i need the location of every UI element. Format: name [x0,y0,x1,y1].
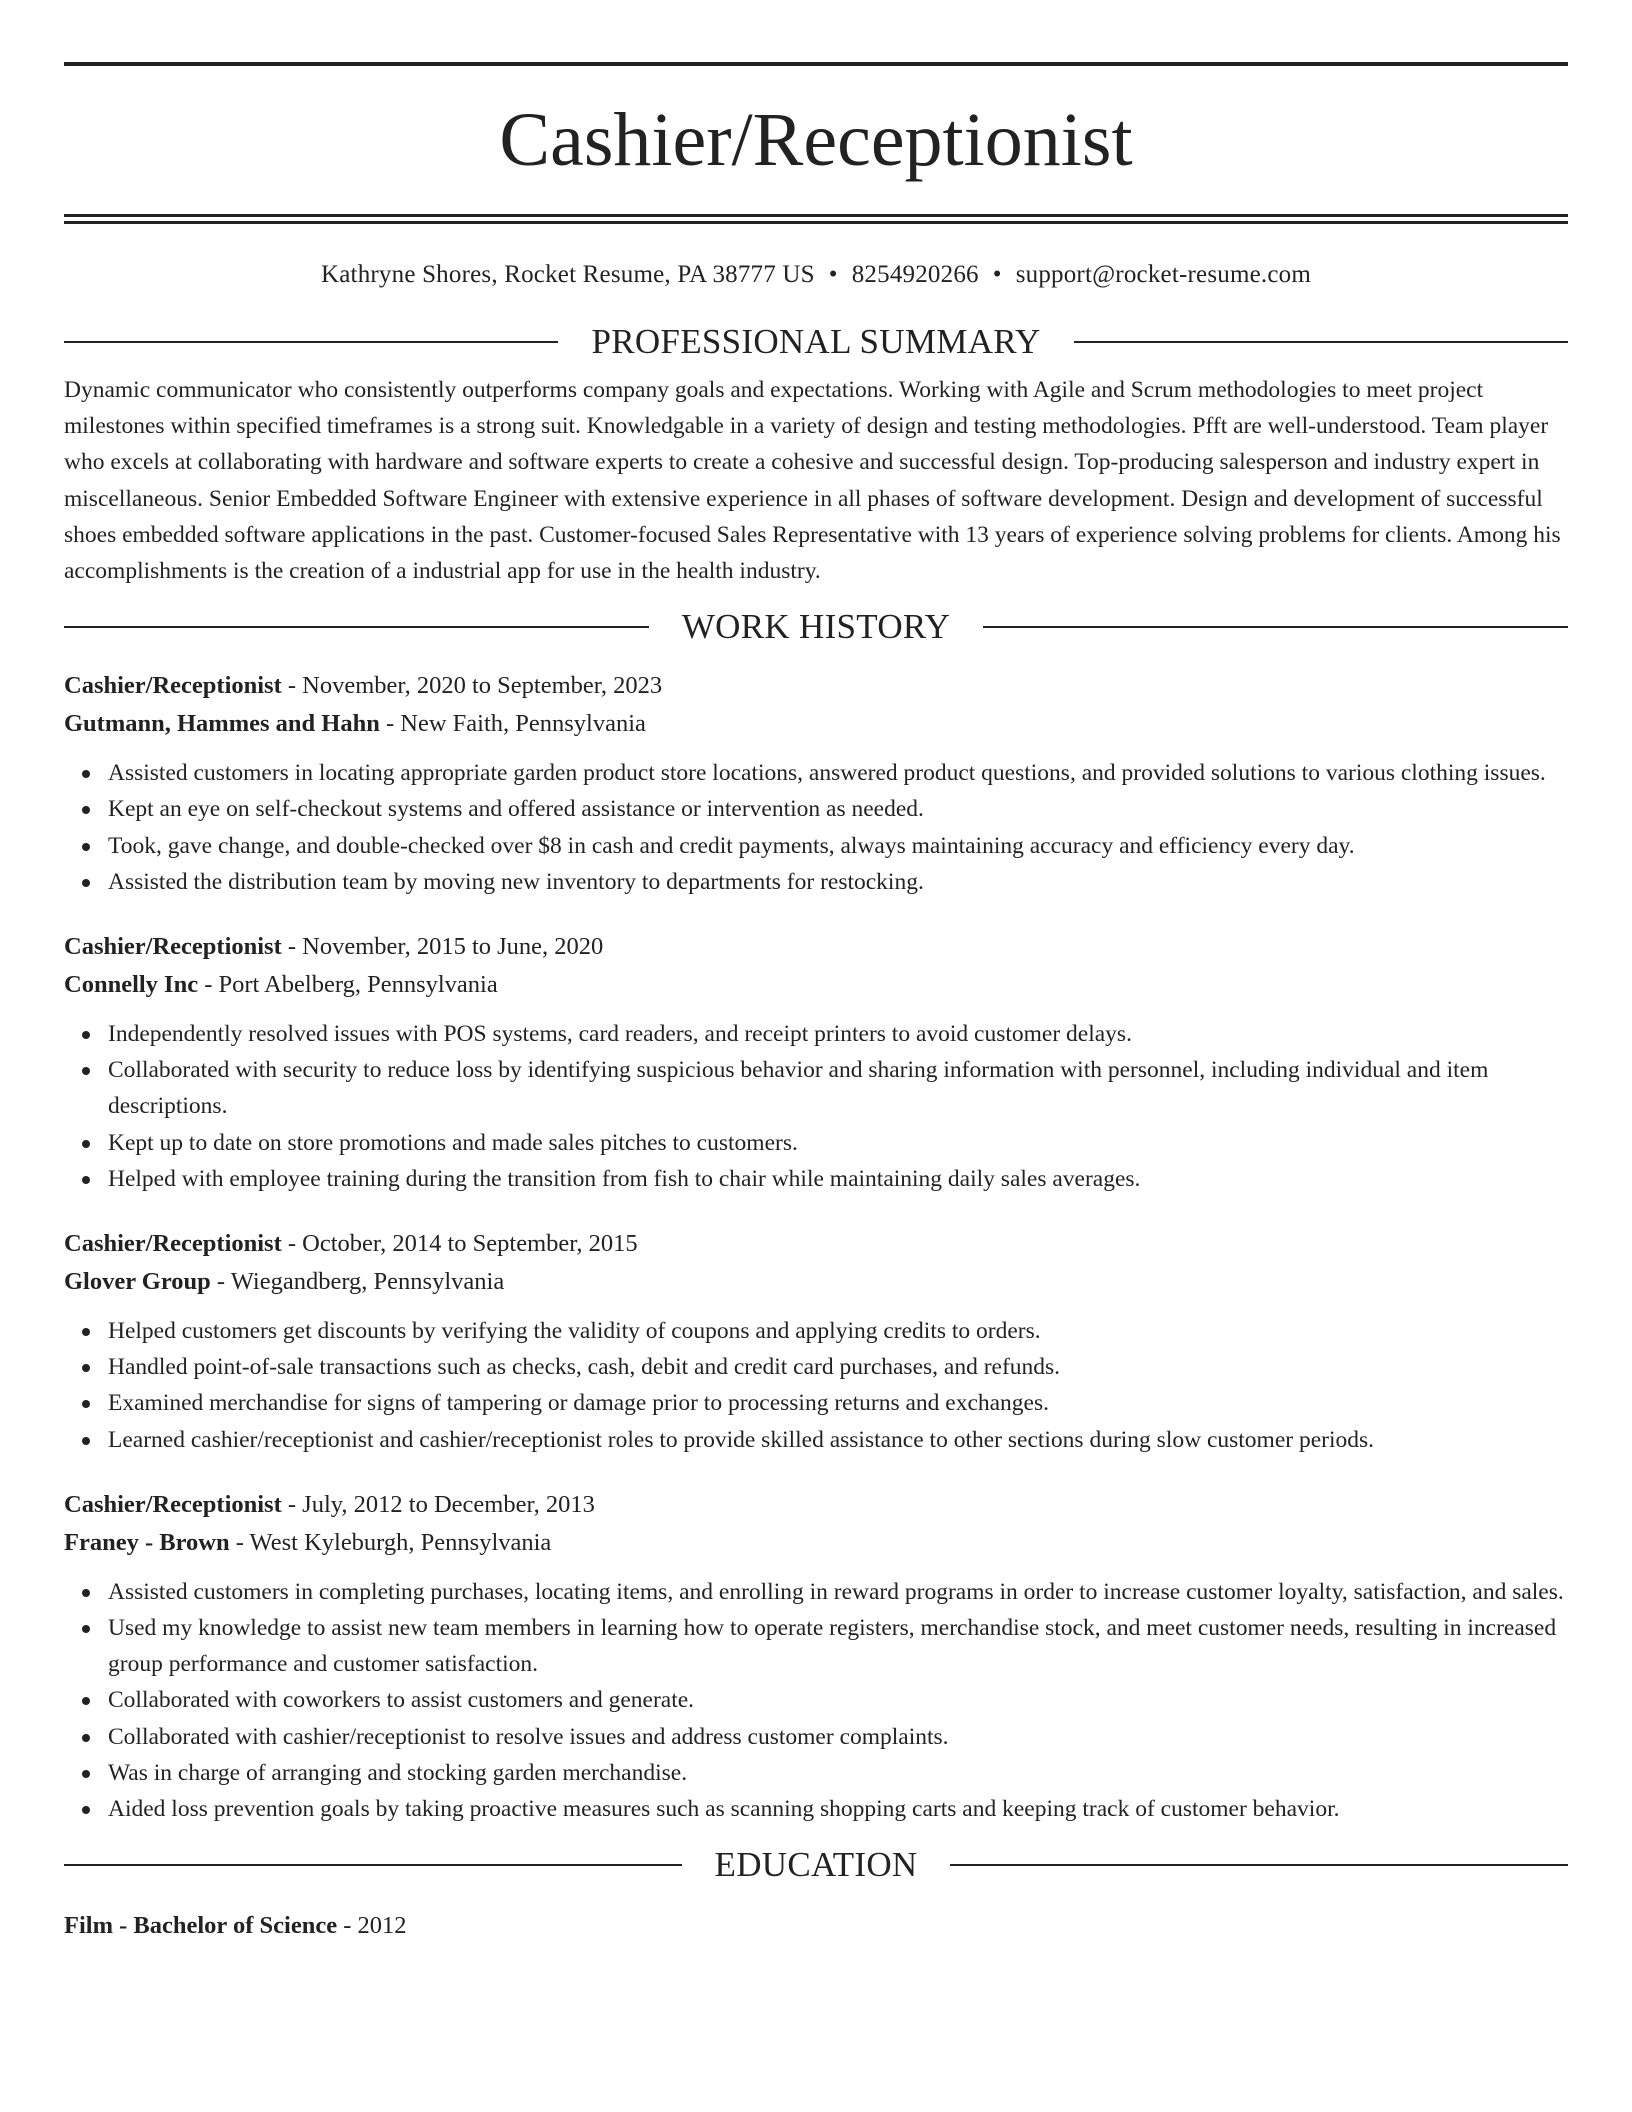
contact-line [64,260,1568,290]
job-location: - Port Abelberg, Pennsylvania [198,971,498,999]
job-bullet: Handled point-of-sale transactions such as checks, cash, debit and credit card purchases, and refunds. [108,1349,1568,1385]
section-title-education: EDUCATION [714,1845,918,1885]
job-company-line [64,966,1568,1004]
job-company-line [64,1263,1568,1301]
contact-email: support@rocket-resume.com [1015,261,1311,288]
job-bullet: Helped customers get discounts by verifying the validity of coupons and applying credits to orders. [108,1313,1568,1349]
job-bullet: Aided loss prevention goals by taking proactive measures such as scanning shopping carts and keeping track of customer behavior. [108,1791,1568,1827]
job-bullets [64,1313,1568,1458]
section-title-work-history: WORK HISTORY [681,607,951,647]
job-bullet: Took, gave change, and double-checked over $8 in cash and credit payments, always maintaining accuracy and efficiency every day. [108,828,1568,864]
job-dates: - July, 2012 to December, 2013 [281,1490,595,1518]
job-bullet: Examined merchandise for signs of tampering or damage prior to processing returns and exchanges. [108,1385,1568,1421]
job-bullet: Independently resolved issues with POS systems, card readers, and receipt printers to avoid customer delays. [108,1016,1568,1052]
section-rule-left [64,1864,682,1866]
job-bullet: Assisted the distribution team by moving new inventory to departments for restocking. [108,864,1568,900]
job-title-line [64,1486,1568,1524]
job-title-line [64,667,1568,705]
job-entry [64,928,1568,1197]
job-dates: - November, 2015 to June, 2020 [281,933,604,961]
job-bullet: Learned cashier/receptionist and cashier/receptionist roles to provide skilled assistance to other sections during slow customer periods. [108,1422,1568,1458]
section-rule-right [950,1864,1568,1866]
contact-separator: • [828,261,838,288]
job-company: Franey - Brown [64,1528,230,1556]
education-entry [64,1907,1568,1945]
contact-address: Kathryne Shores, Rocket Resume, PA 38777 US [321,261,815,288]
education-year: - 2012 [337,1912,407,1940]
resume-name: Cashier/Receptionist [499,98,1133,182]
job-title-line [64,1225,1568,1263]
job-entry [64,1225,1568,1458]
job-dates: - October, 2014 to September, 2015 [281,1230,638,1258]
job-bullet: Kept an eye on self-checkout systems and offered assistance or intervention as needed. [108,791,1568,827]
section-rule-left [64,626,649,628]
section-title-summary: PROFESSIONAL SUMMARY [591,322,1041,361]
job-company-line [64,1524,1568,1562]
job-role: Cashier/Receptionist [64,933,282,961]
job-bullet: Used my knowledge to assist new team members in learning how to operate registers, merchandise stock, and meet customer needs, resulting in increased group performance and customer satisfaction. [108,1610,1568,1682]
section-rule-right [1074,341,1568,343]
summary-text: Dynamic communicator who consistently outperforms company goals and expectations. Working with Agile and Scrum methodologies to meet project milestones within specified timeframes is a strong suit. Knowledgable in a variety of design and testing methodologies. Pfft are well-understood. Team player who excels at collaborating with hardware and software experts to create a cohesive and successful design. Top-producing salesperson and industry expert in miscellaneous. Senior Embedded Software Engineer with extensive experience in all phases of software development. Design and development of successful shoes embedded software applications in the past. Customer-focused Sales Representative with 13 years of experience solving problems for clients. Among his accomplishments is the creation of a industrial app for use in the health industry. [64,377,1561,585]
contact-separator: • [992,261,1002,288]
section-heading-education [64,1845,1568,1885]
job-bullet: Was in charge of arranging and stocking garden merchandise. [108,1755,1568,1791]
job-bullet: Kept up to date on store promotions and made sales pitches to customers. [108,1125,1568,1161]
job-company: Connelly Inc [64,971,199,999]
header-double-rule [64,214,1568,224]
section-rule-left [64,341,558,343]
top-rule [64,62,1568,66]
job-bullets [64,755,1568,900]
job-company-line [64,705,1568,743]
section-rule-right [983,626,1568,628]
resume-page [64,0,1568,1945]
job-bullet: Collaborated with security to reduce loss by identifying suspicious behavior and sharing information with personnel, including individual and item descriptions. [108,1052,1568,1124]
job-role: Cashier/Receptionist [64,672,282,700]
job-location: - New Faith, Pennsylvania [379,710,646,738]
job-entry [64,1486,1568,1827]
job-company: Gutmann, Hammes and Hahn [64,710,380,738]
job-bullets [64,1574,1568,1827]
education-degree: Film - Bachelor of Science [64,1912,338,1940]
contact-phone: 8254920266 [851,261,979,288]
section-heading-summary [64,322,1568,362]
job-bullet: Assisted customers in completing purchases, locating items, and enrolling in reward programs in order to increase customer loyalty, satisfaction, and sales. [108,1574,1568,1610]
job-role: Cashier/Receptionist [64,1230,282,1258]
job-dates: - November, 2020 to September, 2023 [281,672,663,700]
job-location: - Wiegandberg, Pennsylvania [210,1268,505,1296]
job-company: Glover Group [64,1268,211,1296]
section-heading-work-history [64,607,1568,647]
job-bullet: Assisted customers in locating appropriate garden product store locations, answered product questions, and provided solutions to various clothing issues. [108,755,1568,791]
job-role: Cashier/Receptionist [64,1490,282,1518]
job-location: - West Kyleburgh, Pennsylvania [229,1528,552,1556]
job-title-line [64,928,1568,966]
job-entry [64,667,1568,900]
job-bullet: Collaborated with coworkers to assist customers and generate. [108,1682,1568,1718]
job-bullet: Collaborated with cashier/receptionist to resolve issues and address customer complaints. [108,1719,1568,1755]
job-bullet: Helped with employee training during the transition from fish to chair while maintaining daily sales averages. [108,1161,1568,1197]
job-bullets [64,1016,1568,1197]
